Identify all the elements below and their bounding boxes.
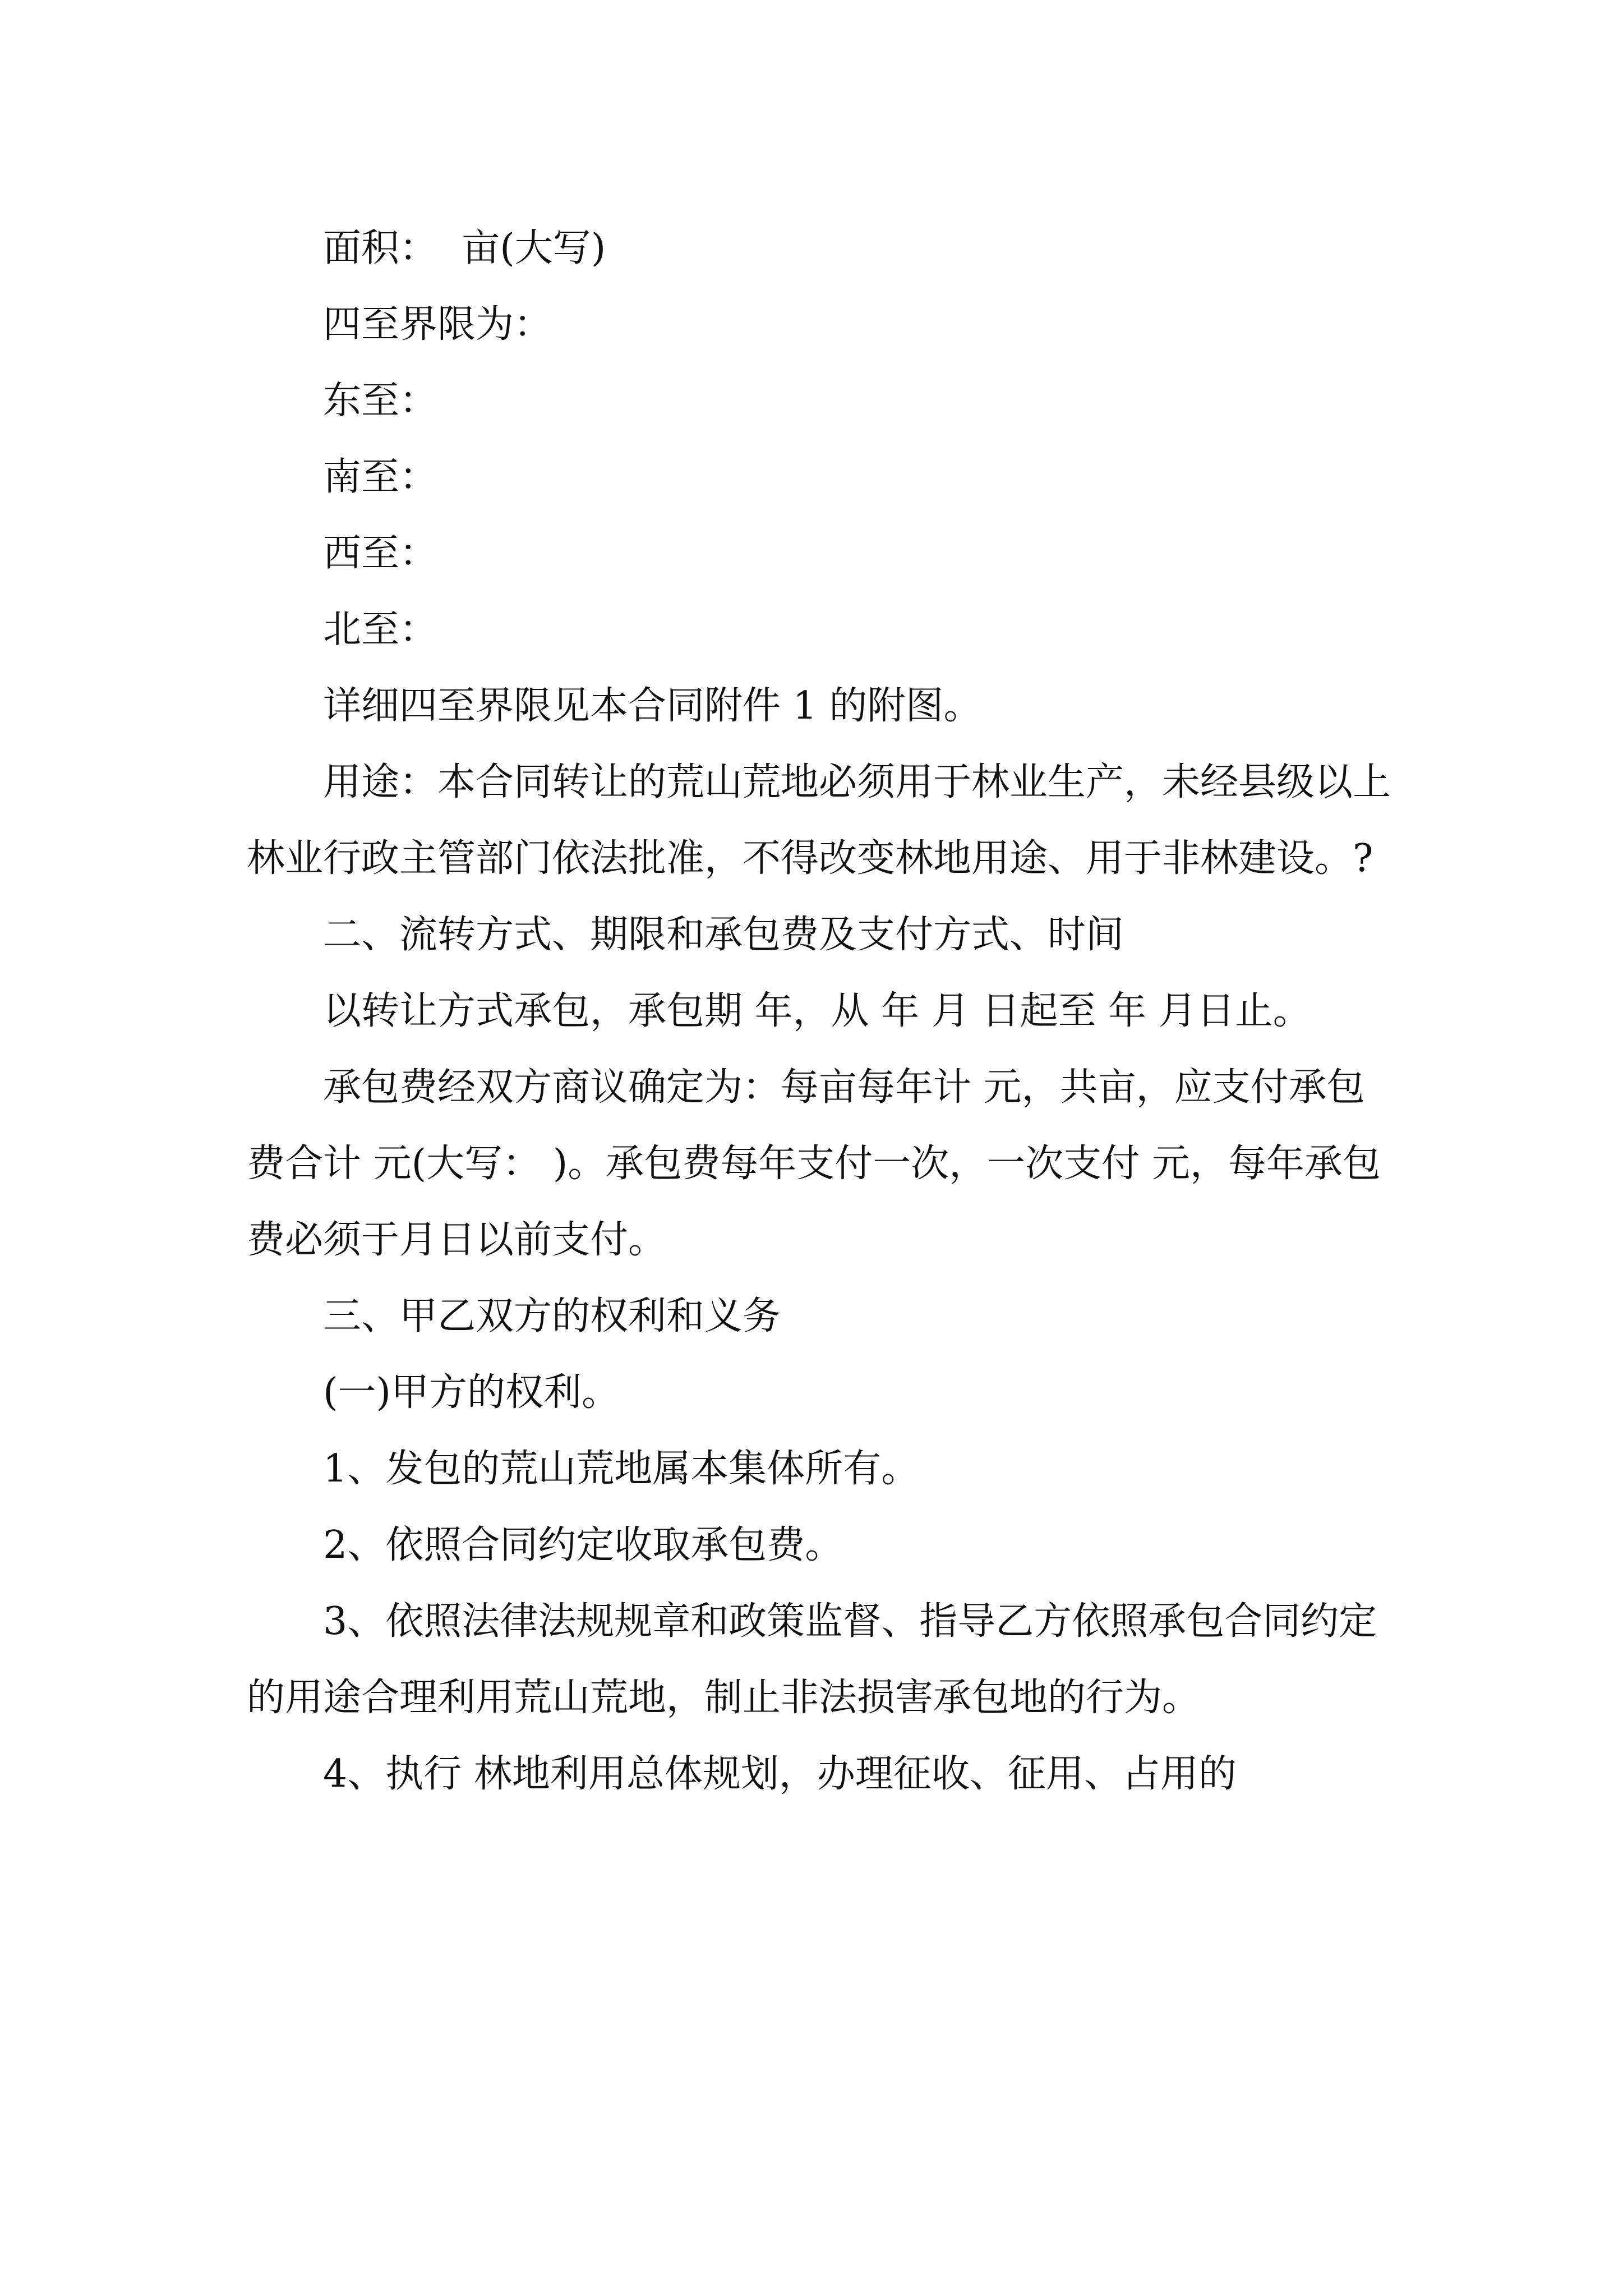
subsection-heading-party-a-rights: (一)甲方的权利。 xyxy=(323,1370,620,1415)
paragraph-east-boundary: 东至： xyxy=(323,379,438,423)
list-item-3: 3、依照法律法规规章和政策监督、指导乙方依照承包合同约定的用途合理利用荒山荒地，制止非法损害承包地的行为。 xyxy=(247,1599,1377,1720)
paragraph-contract-fee: 承包费经双方商议确定为：每亩每年计 元，共亩，应支付承包费合计 元(大写： )。承包费每年支付一次，一次支付 元，每年承包费必须于月日以前支付。 xyxy=(247,1065,1381,1262)
paragraph-west-boundary: 西至： xyxy=(323,531,438,576)
paragraph-north-boundary: 北至： xyxy=(323,608,438,652)
list-item-1: 1、发包的荒山荒地属本集体所有。 xyxy=(323,1447,920,1491)
list-item-2: 2、依照合同约定收取承包费。 xyxy=(323,1523,843,1567)
paragraph-land-use: 用途：本合同转让的荒山荒地必须用于林业生产，未经县级以上林业行政主管部门依法批准，不得改变林地用途、用于非林建设。? xyxy=(247,760,1391,881)
paragraph-boundaries-heading: 四至界限为： xyxy=(323,302,552,347)
paragraph-boundary-map-note: 详细四至界限见本合同附件 1 的附图。 xyxy=(323,684,982,728)
paragraph-area: 面积： 亩(大写) xyxy=(323,226,606,270)
section-heading-transfer-terms: 二、流转方式、期限和承包费及支付方式、时间 xyxy=(323,913,1124,957)
section-heading-rights-duties: 三、甲乙双方的权利和义务 xyxy=(323,1294,781,1338)
list-item-4: 4、执行 林地利用总体规划，办理征收、征用、占用的 xyxy=(323,1752,1237,1796)
paragraph-south-boundary: 南至： xyxy=(323,455,438,499)
document-body xyxy=(247,210,1391,1812)
paragraph-contract-period: 以转让方式承包，承包期 年，从 年 月 日起至 年 月日止。 xyxy=(323,989,1311,1033)
